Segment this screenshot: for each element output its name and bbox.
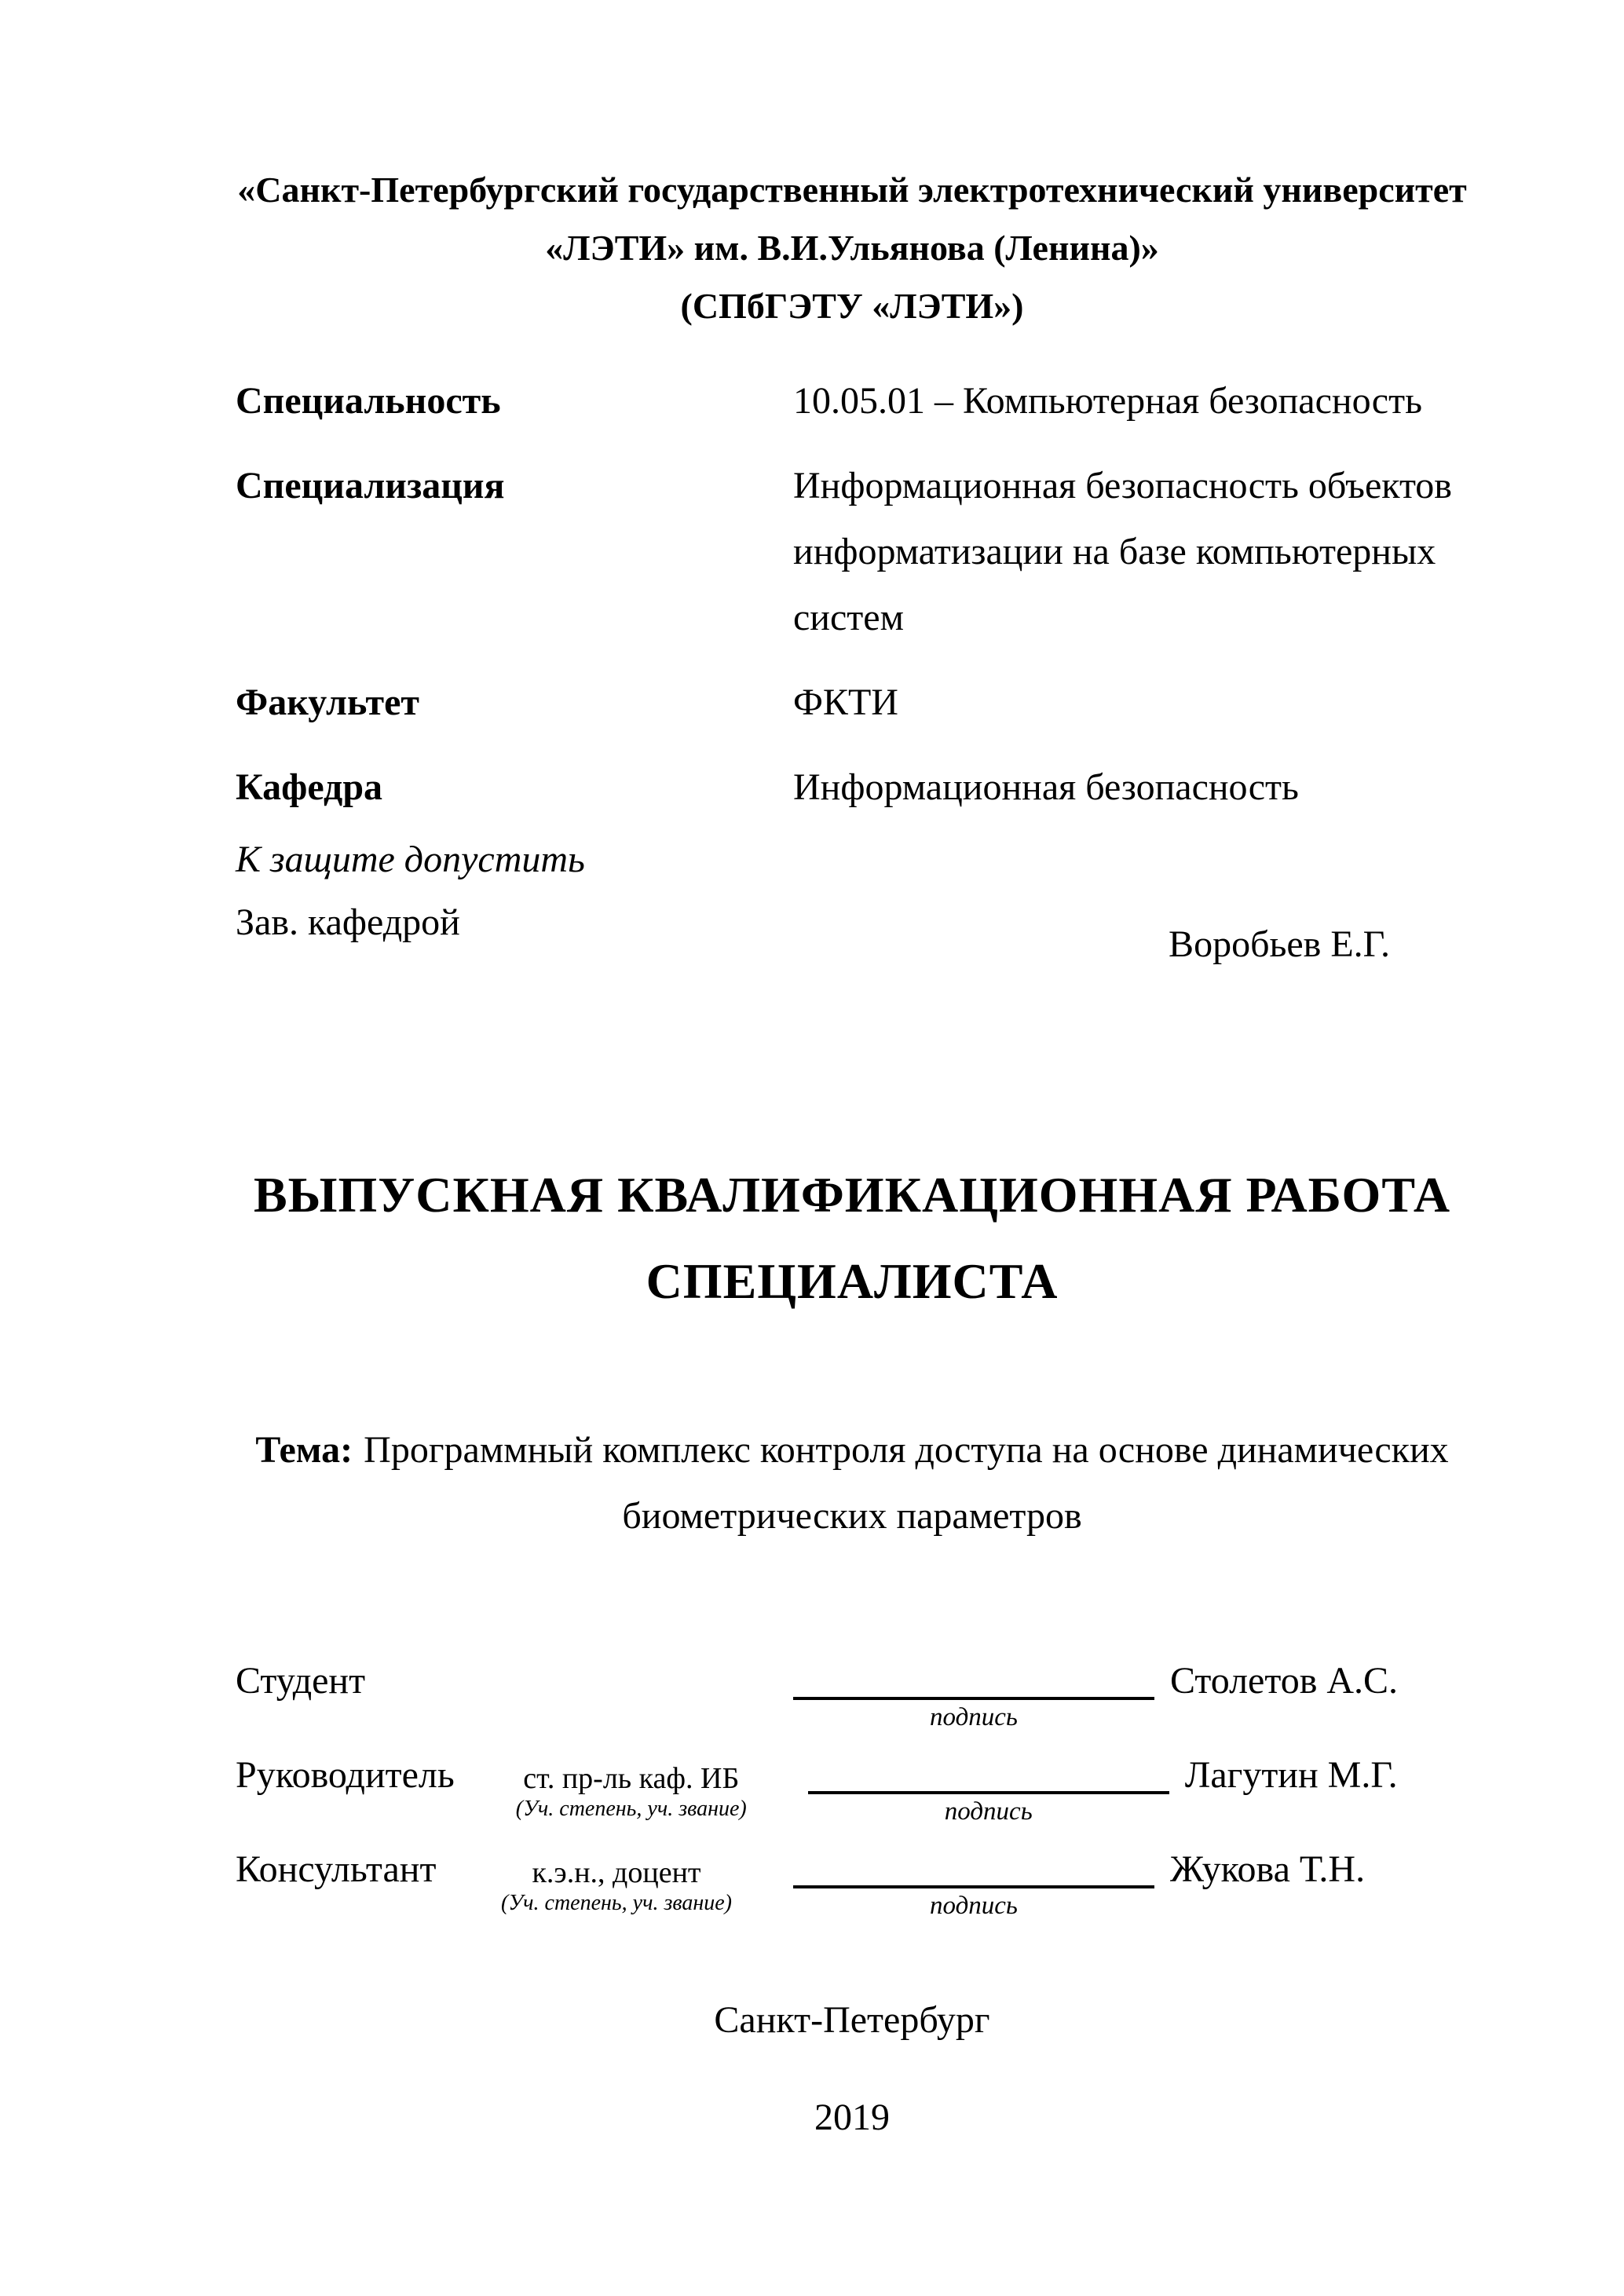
student-signature-field [793,1656,1154,1735]
consultant-credentials [440,1844,793,1917]
signature-row-student [236,1656,1469,1750]
degree-fields [236,368,1469,821]
field-row-specialization [236,453,1469,651]
specialty-value: 10.05.01 – Компьютерная безопасность [793,380,1422,422]
supervisor-credentials-caption: (Уч. степень, уч. звание) [515,1797,747,1821]
faculty-label: Факультет [236,682,419,723]
university-name-line1: «Санкт-Петербургский государственный электротехнический университет [237,170,1467,210]
department-head-name: Воробьев Е.Г. [1169,923,1390,965]
supervisor-signature-line [808,1750,1169,1794]
document-title-line2: СПЕЦИАЛИСТА [646,1253,1059,1309]
signature-row-consultant [236,1844,1469,1939]
specialty-label: Специальность [236,380,501,422]
supervisor-role-label: Руководитель [236,1754,455,1796]
consultant-credentials-caption: (Уч. степень, уч. звание) [501,1891,732,1915]
consultant-credentials-text: к.э.н., доцент [532,1856,701,1889]
supervisor-name: Лагутин М.Г. [1184,1754,1398,1796]
university-header [236,161,1469,335]
student-role-label: Студент [236,1660,366,1702]
student-name: Столетов А.С. [1170,1660,1399,1702]
department-label: Кафедра [236,766,383,808]
consultant-signature-field [793,1844,1154,1923]
document-title [236,1152,1469,1325]
specialization-label: Специализация [236,465,505,506]
admission-permit-line: К защите допустить [236,839,585,880]
topic-text: Программный комплекс контроля доступа на основе динамических биометрических параметров [364,1429,1449,1537]
field-row-department [236,755,1469,821]
consultant-name: Жукова Т.Н. [1170,1848,1366,1890]
university-abbreviation: (СПбГЭТУ «ЛЭТИ») [680,286,1024,326]
consultant-role-label: Консультант [236,1848,437,1890]
student-signature-caption: подпись [930,1703,1018,1731]
consultant-signature-line [793,1844,1154,1888]
city-label: Санкт-Петербург [714,1999,990,2041]
department-head-label: Зав. кафедрой [236,901,460,943]
student-credentials [440,1656,793,1667]
supervisor-signature-caption: подпись [944,1797,1033,1826]
supervisor-signature-field [808,1750,1169,1829]
specialization-value: Информационная безопасность объектов информатизации на базе компьютерных систем [793,465,1452,638]
topic-label: Тема: [255,1429,353,1471]
topic-paragraph [236,1417,1469,1549]
department-value: Информационная безопасность [793,766,1299,808]
supervisor-credentials-text: ст. пр-ль каф. ИБ [523,1762,740,1795]
university-name-line2: «ЛЭТИ» им. В.И.Ульянова (Ленина)» [545,228,1159,268]
faculty-value: ФКТИ [793,682,898,723]
year-label: 2019 [814,2097,890,2138]
field-row-faculty [236,670,1469,736]
student-credentials-text [440,1656,793,1667]
signature-row-supervisor [236,1750,1469,1844]
admission-block [236,828,1469,976]
field-row-specialty [236,368,1469,434]
signature-section [236,1656,1469,1939]
admission-row [236,891,1469,976]
document-title-line1: ВЫПУСКНАЯ КВАЛИФИКАЦИОННАЯ РАБОТА [253,1167,1451,1223]
consultant-signature-caption: подпись [930,1892,1018,1920]
student-signature-line [793,1656,1154,1700]
supervisor-credentials [455,1750,808,1823]
